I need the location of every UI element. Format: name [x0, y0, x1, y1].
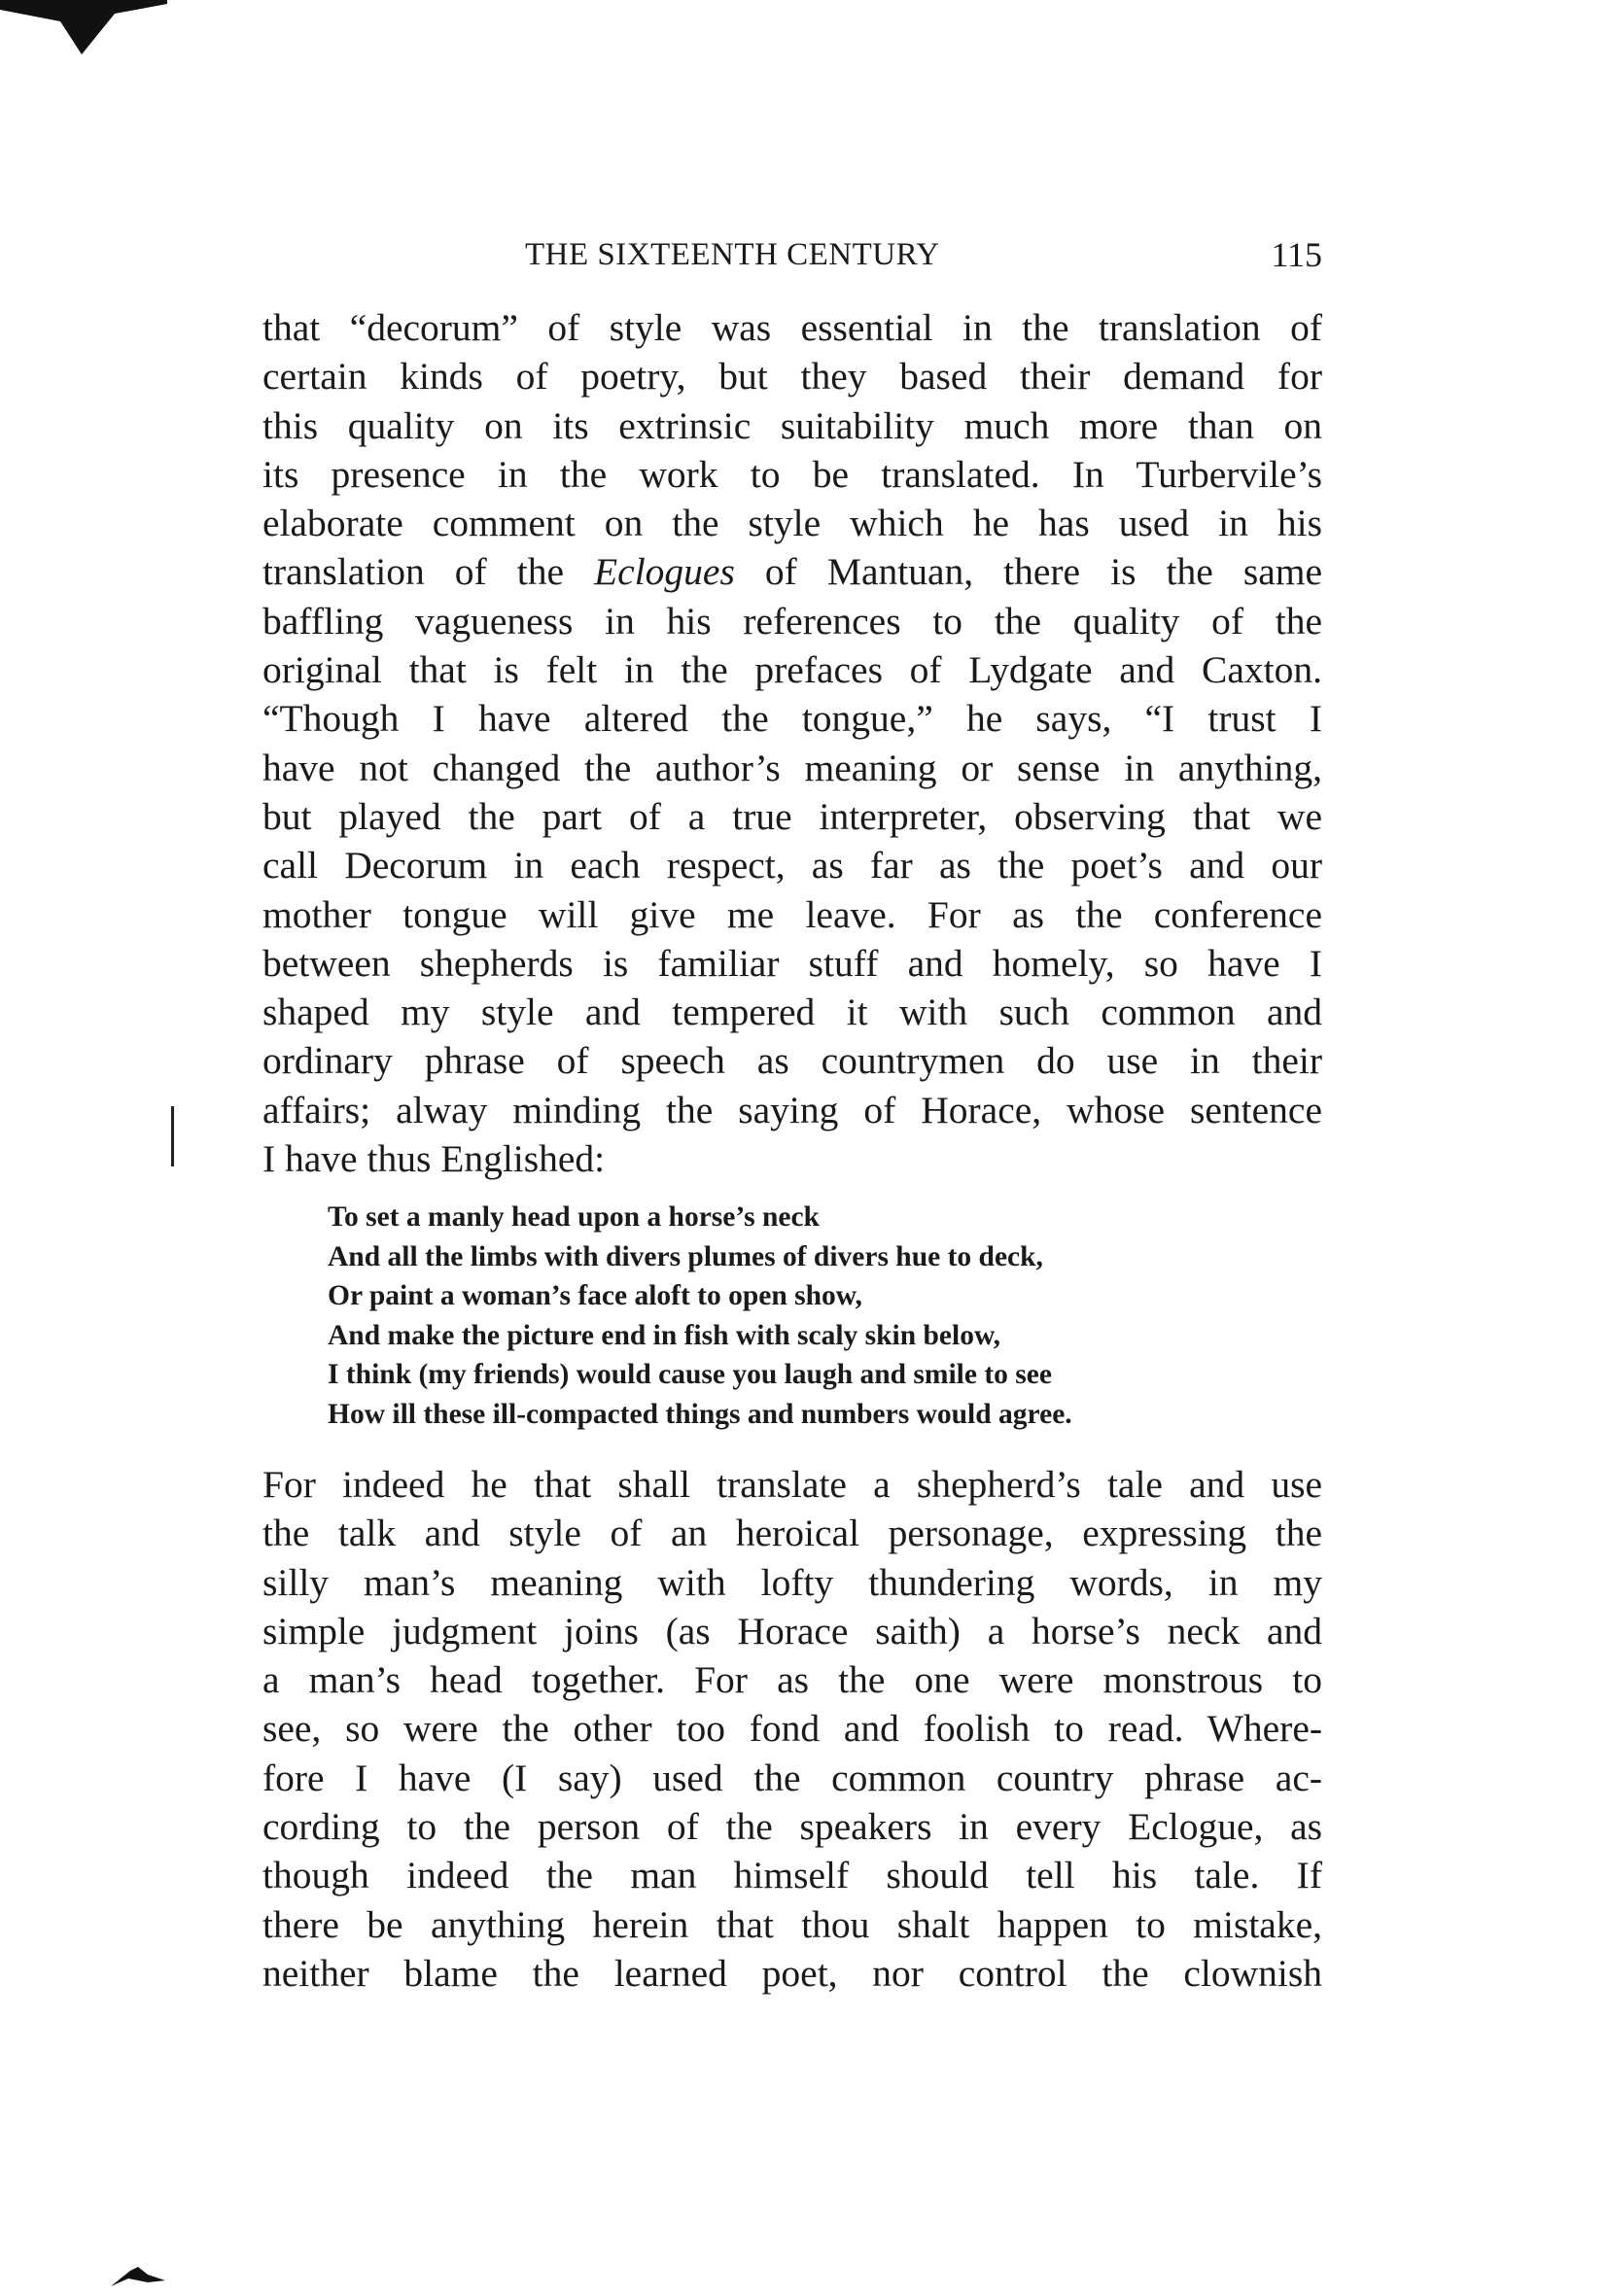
text-line: simple judgment joins (as Horace saith) a horse’s neck and — [262, 1609, 1322, 1652]
running-title: THE SIXTEENTH CENTURY — [525, 237, 940, 272]
text-line: affairs; alway minding the saying of Horace, whose sentence — [262, 1088, 1322, 1131]
page-number: 115 — [1271, 235, 1322, 274]
text-line: but played the part of a true interpreter, observing that we — [262, 794, 1322, 838]
verse-line: I think (my friends) would cause you laugh and smile to see — [328, 1359, 1052, 1390]
text-line: fore I have (I say) used the common country phrase ac- — [262, 1756, 1322, 1799]
text-line: elaborate comment on the style which he has used in his — [262, 502, 1322, 545]
text-line: original that is felt in the prefaces of Lydgate and Caxton. — [262, 648, 1322, 692]
text-line: mother tongue will give me leave. For as the conference — [262, 892, 1322, 936]
text-line: a man’s head together. For as the one were monstrous to — [262, 1658, 1322, 1702]
text-line — [262, 547, 1322, 596]
text-run: translation of the — [262, 550, 595, 594]
text-line: though indeed the man himself should tell his tale. If — [262, 1854, 1322, 1897]
text-line: silly man’s meaning with lofty thundering words, in my — [262, 1560, 1322, 1604]
text-line: the talk and style of an heroical personage, expressing the — [262, 1512, 1322, 1555]
verse-line: How ill these ill-compacted things and numbers would agree. — [328, 1398, 1072, 1430]
scan-bottom-mark — [109, 2265, 167, 2288]
text-line: For indeed he that shall translate a shepherd’s tale and use — [262, 1463, 1322, 1506]
verse-line: To set a manly head upon a horse’s neck — [328, 1201, 820, 1233]
text-line: that “decorum” of style was essential in the translation of — [262, 306, 1322, 349]
verse-line: And make the picture end in fish with scaly skin below, — [328, 1319, 1000, 1351]
text-line: I have thus Englished: — [262, 1137, 606, 1181]
body-paragraph-2 — [262, 1460, 1322, 1998]
scan-corner-mark — [0, 0, 175, 58]
text-line: certain kinds of poetry, but they based their demand for — [262, 355, 1322, 399]
running-head — [262, 226, 1322, 284]
text-line: there be anything herein that thou shalt happen to mistake, — [262, 1902, 1322, 1946]
verse-line: Or paint a woman’s face aloft to open show, — [328, 1280, 862, 1311]
margin-rule — [171, 1106, 174, 1166]
text-line: have not changed the author’s meaning or sense in anything, — [262, 746, 1322, 789]
text-line: ordinary phrase of speech as countrymen do use in their — [262, 1039, 1322, 1083]
text-line: “Though I have altered the tongue,” he says, “I trust I — [262, 697, 1322, 741]
text-line: cording to the person of the speakers in every Eclogue, as — [262, 1805, 1322, 1849]
text-line: see, so were the other too fond and foolish to read. Where- — [262, 1707, 1322, 1751]
text-line: shaped my style and tempered it with such common and — [262, 991, 1322, 1034]
verse-line: And all the limbs with divers plumes of divers hue to deck, — [328, 1240, 1043, 1272]
text-line: this quality on its extrinsic suitability much more than on — [262, 403, 1322, 447]
verse-quotation — [328, 1198, 1300, 1434]
text-line: call Decorum in each respect, as far as the poet’s and our — [262, 844, 1322, 887]
text-run: of Mantuan, there is the same — [734, 550, 1322, 594]
book-title-italic: Eclogues — [594, 550, 735, 594]
text-line: its presence in the work to be translated. In Turbervile’s — [262, 452, 1322, 496]
text-line: between shepherds is familiar stuff and homely, so have I — [262, 941, 1322, 985]
text-line: neither blame the learned poet, nor control the clownish — [262, 1951, 1322, 1995]
body-paragraph-1 — [262, 303, 1322, 1183]
text-line: baffling vagueness in his references to the quality of the — [262, 599, 1322, 643]
